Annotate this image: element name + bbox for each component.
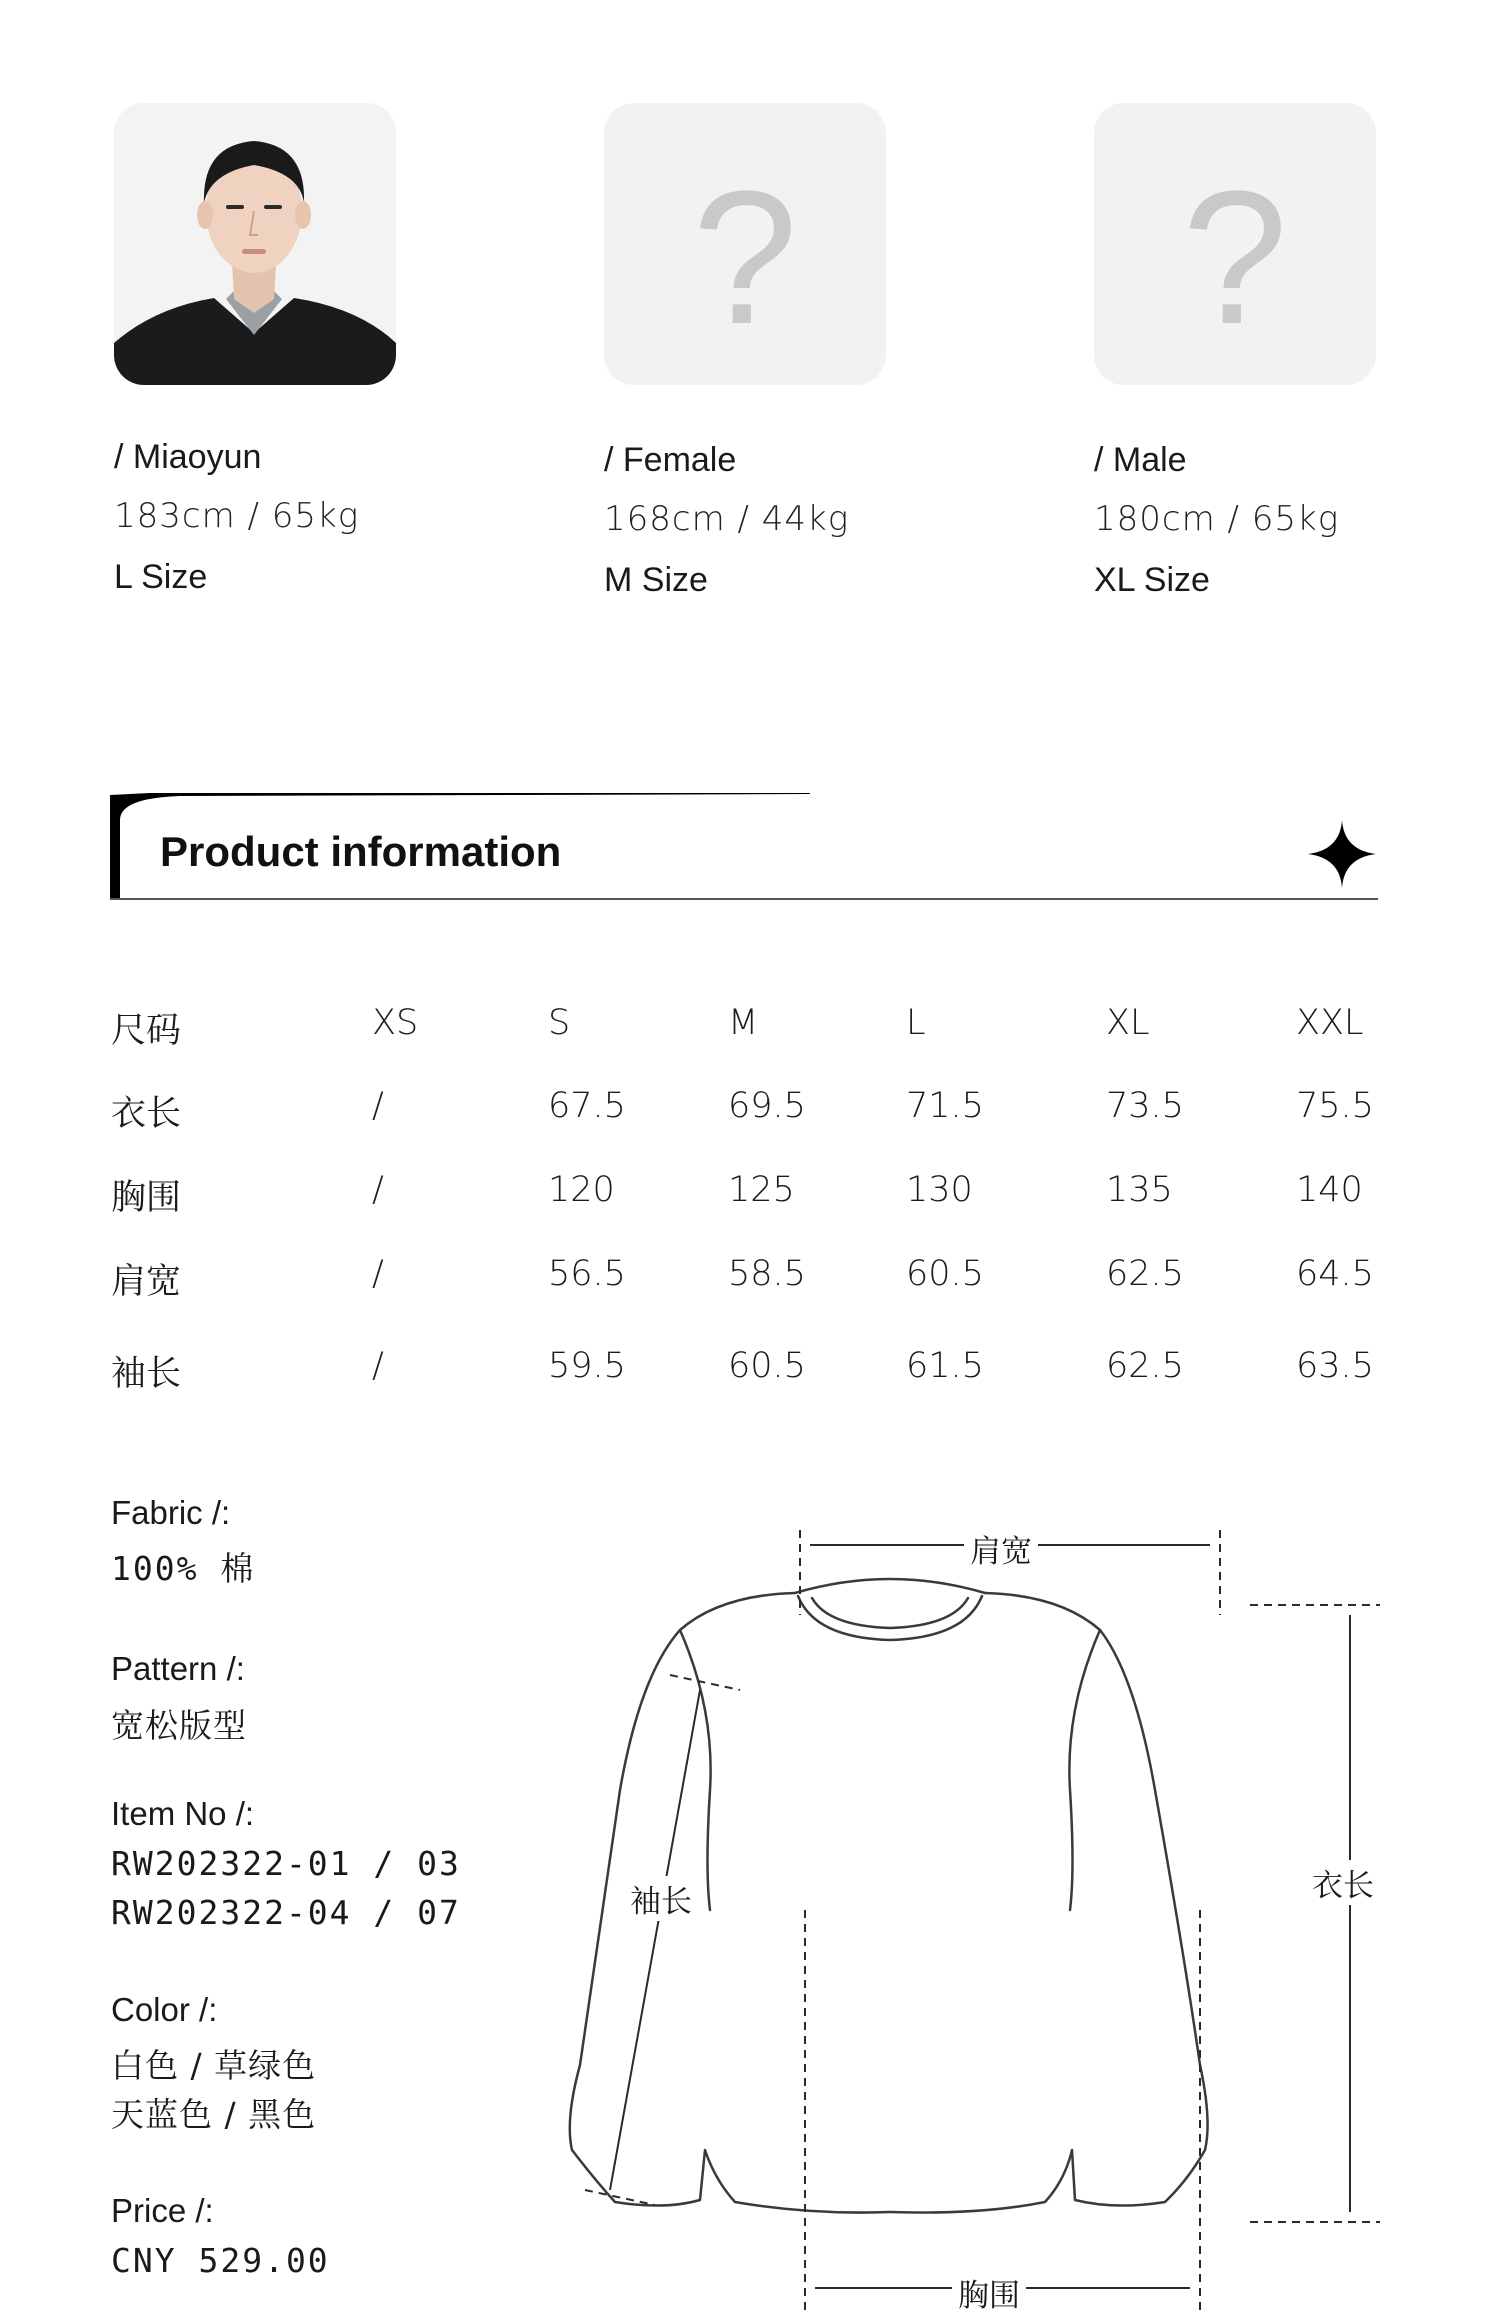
table-cell: 胸围 bbox=[111, 1178, 182, 1218]
table-header-cell: XS bbox=[372, 1003, 419, 1043]
svg-text:?: ? bbox=[1182, 152, 1288, 364]
table-cell: 63.5 bbox=[1296, 1346, 1374, 1386]
pattern-value: 宽松版型 bbox=[111, 1706, 247, 1745]
table-cell: 59.5 bbox=[548, 1346, 626, 1386]
fabric-value: 100% 棉 bbox=[111, 1549, 256, 1588]
chest-width-label: 胸围 bbox=[952, 2270, 1026, 2315]
person-photo-icon bbox=[114, 103, 396, 385]
color-value: 白色 / 草绿色 bbox=[111, 2046, 317, 2085]
table-header-cell: XL bbox=[1106, 1003, 1150, 1043]
table-header-cell: XXL bbox=[1296, 1003, 1364, 1043]
table-cell: 61.5 bbox=[906, 1346, 984, 1386]
table-header-cell: L bbox=[906, 1003, 926, 1043]
model-measurements: 180cm / 65kg bbox=[1094, 499, 1340, 539]
table-cell: 125 bbox=[728, 1170, 795, 1210]
question-mark-icon bbox=[1094, 103, 1376, 385]
body-length-label: 衣长 bbox=[1306, 1860, 1380, 1905]
model-size: M Size bbox=[604, 561, 708, 599]
model-measurements: 168cm / 44kg bbox=[604, 499, 850, 539]
model-size: XL Size bbox=[1094, 561, 1210, 599]
table-cell: / bbox=[372, 1346, 384, 1386]
table-cell: 56.5 bbox=[548, 1254, 626, 1294]
table-cell: 58.5 bbox=[728, 1254, 806, 1294]
item-number-value: RW202322-01 / 03 bbox=[111, 1844, 461, 1883]
item-number-value: RW202322-04 / 07 bbox=[111, 1893, 461, 1932]
model-measurements: 183cm / 65kg bbox=[114, 496, 360, 536]
sleeve-length-label: 袖长 bbox=[624, 1876, 698, 1921]
question-mark-icon bbox=[604, 103, 886, 385]
placeholder-photo bbox=[604, 103, 886, 385]
sparkle-star-icon bbox=[1308, 820, 1376, 888]
table-cell: / bbox=[372, 1086, 384, 1126]
table-cell: 64.5 bbox=[1296, 1254, 1374, 1294]
section-title: Product information bbox=[160, 828, 562, 875]
table-cell: 肩宽 bbox=[111, 1262, 182, 1302]
table-cell: 衣长 bbox=[111, 1094, 182, 1134]
table-cell: 62.5 bbox=[1106, 1254, 1184, 1294]
pattern-label: Pattern /: bbox=[111, 1650, 245, 1687]
table-header-cell: 尺码 bbox=[111, 1011, 182, 1051]
item-number-label: Item No /: bbox=[111, 1795, 255, 1832]
table-cell: 73.5 bbox=[1106, 1086, 1184, 1126]
model-size: L Size bbox=[114, 558, 208, 596]
model-photo bbox=[114, 103, 396, 385]
price-value: CNY 529.00 bbox=[111, 2241, 330, 2280]
table-cell: 62.5 bbox=[1106, 1346, 1184, 1386]
table-cell: 75.5 bbox=[1296, 1086, 1374, 1126]
table-header-cell: S bbox=[548, 1003, 571, 1043]
fabric-label: Fabric /: bbox=[111, 1494, 231, 1531]
table-cell: 140 bbox=[1296, 1170, 1363, 1210]
color-value: 天蓝色 / 黑色 bbox=[111, 2095, 317, 2134]
model-name: / Miaoyun bbox=[114, 438, 262, 476]
table-cell: 60.5 bbox=[728, 1346, 806, 1386]
table-cell: 67.5 bbox=[548, 1086, 626, 1126]
placeholder-photo bbox=[1094, 103, 1376, 385]
table-cell: 120 bbox=[548, 1170, 615, 1210]
table-cell: 60.5 bbox=[906, 1254, 984, 1294]
shoulder-width-label: 肩宽 bbox=[964, 1526, 1038, 1571]
model-name: / Male bbox=[1094, 441, 1187, 479]
table-cell: / bbox=[372, 1170, 384, 1210]
table-cell: 袖长 bbox=[111, 1354, 182, 1394]
price-label: Price /: bbox=[111, 2192, 214, 2229]
table-header-cell: M bbox=[728, 1003, 759, 1043]
model-name: / Female bbox=[604, 441, 737, 479]
table-cell: 130 bbox=[906, 1170, 973, 1210]
table-cell: 135 bbox=[1106, 1170, 1173, 1210]
table-cell: / bbox=[372, 1254, 384, 1294]
table-cell: 69.5 bbox=[728, 1086, 806, 1126]
svg-text:?: ? bbox=[692, 152, 798, 364]
table-cell: 71.5 bbox=[906, 1086, 984, 1126]
color-label: Color /: bbox=[111, 1991, 218, 2028]
